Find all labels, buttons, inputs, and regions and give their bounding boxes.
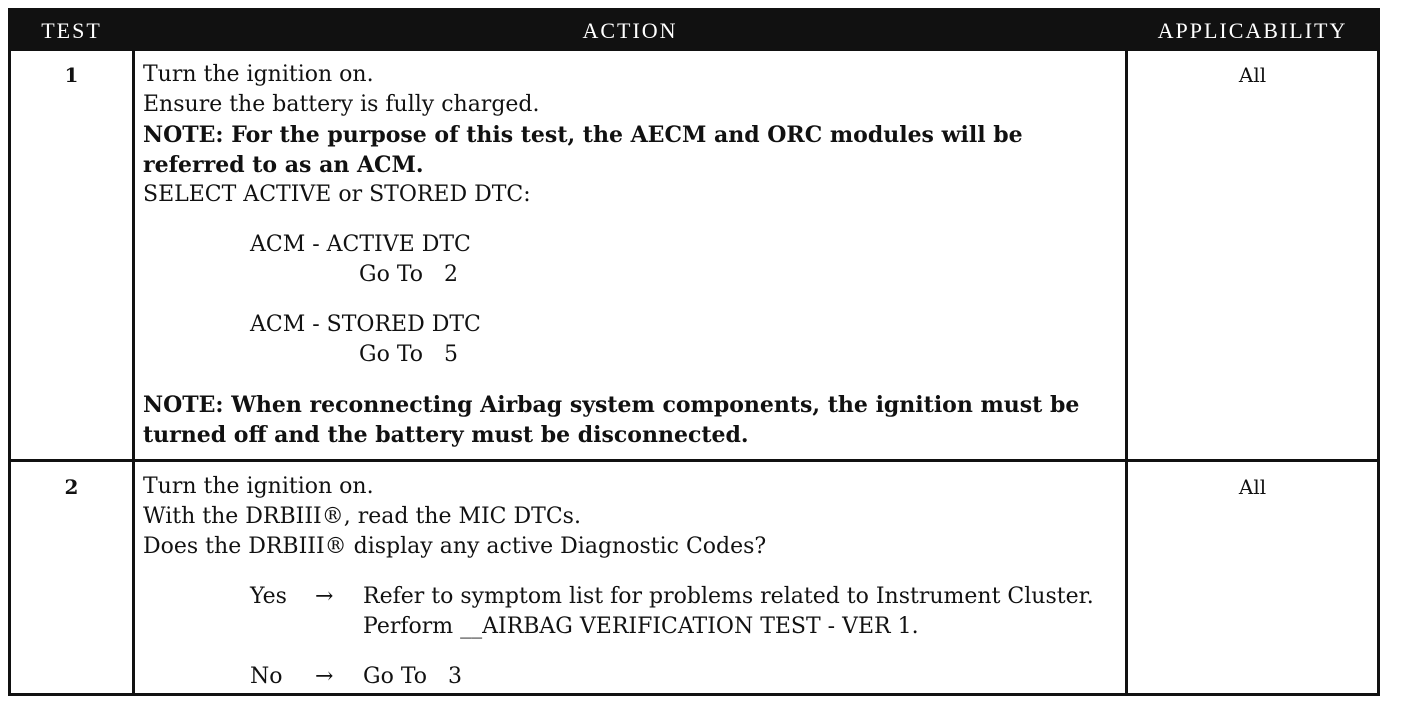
table-header <box>11 11 1377 51</box>
action-cell <box>143 472 1121 692</box>
action-cell <box>143 60 1121 450</box>
action-line: Does the DRBIII® display any active Diagnostic Codes? <box>143 534 767 559</box>
yes-branch <box>143 582 1121 612</box>
action-line: Ensure the battery is fully charged. <box>143 92 540 117</box>
yes-text: Perform __AIRBAG VERIFICATION TEST - VER 1. <box>363 614 919 639</box>
choice-goto: Go To 5 <box>359 342 458 367</box>
no-label: No <box>250 664 283 689</box>
choice-goto: Go To 2 <box>359 262 458 287</box>
header-action: ACTION <box>582 18 678 43</box>
action-line: Turn the ignition on. <box>143 474 374 499</box>
yes-branch-continued <box>143 612 1121 642</box>
no-branch <box>143 662 1121 692</box>
arrow-right-icon: → <box>315 584 334 609</box>
row-divider <box>11 459 1377 462</box>
applicability-value: All <box>1238 63 1267 87</box>
action-line: Turn the ignition on. <box>143 62 374 87</box>
choice-label: ACM - STORED DTC <box>250 312 481 337</box>
note-text: NOTE: When reconnecting Airbag system components, the ignition must be turned off and the battery must be disconnected. <box>143 392 1080 448</box>
action-line: With the DRBIII®, read the MIC DTCs. <box>143 504 581 529</box>
choice-label: ACM - ACTIVE DTC <box>250 232 471 257</box>
header-test: TEST <box>41 18 102 43</box>
applicability-value: All <box>1238 475 1267 499</box>
yes-label: Yes <box>250 584 287 609</box>
test-number: 2 <box>64 475 79 499</box>
column-divider <box>132 51 135 693</box>
note-text: NOTE: For the purpose of this test, the AECM and ORC modules will be referred to as an ACM. <box>143 122 1023 178</box>
test-number: 1 <box>64 63 79 87</box>
no-text: Go To 3 <box>363 664 462 689</box>
header-applicability: APPLICABILITY <box>1157 18 1348 43</box>
diagnostic-table <box>8 8 1380 696</box>
yes-text: Refer to symptom list for problems related to Instrument Cluster. <box>363 584 1094 609</box>
action-line: SELECT ACTIVE or STORED DTC: <box>143 182 531 207</box>
arrow-right-icon: → <box>315 664 334 689</box>
column-divider <box>1125 51 1128 693</box>
